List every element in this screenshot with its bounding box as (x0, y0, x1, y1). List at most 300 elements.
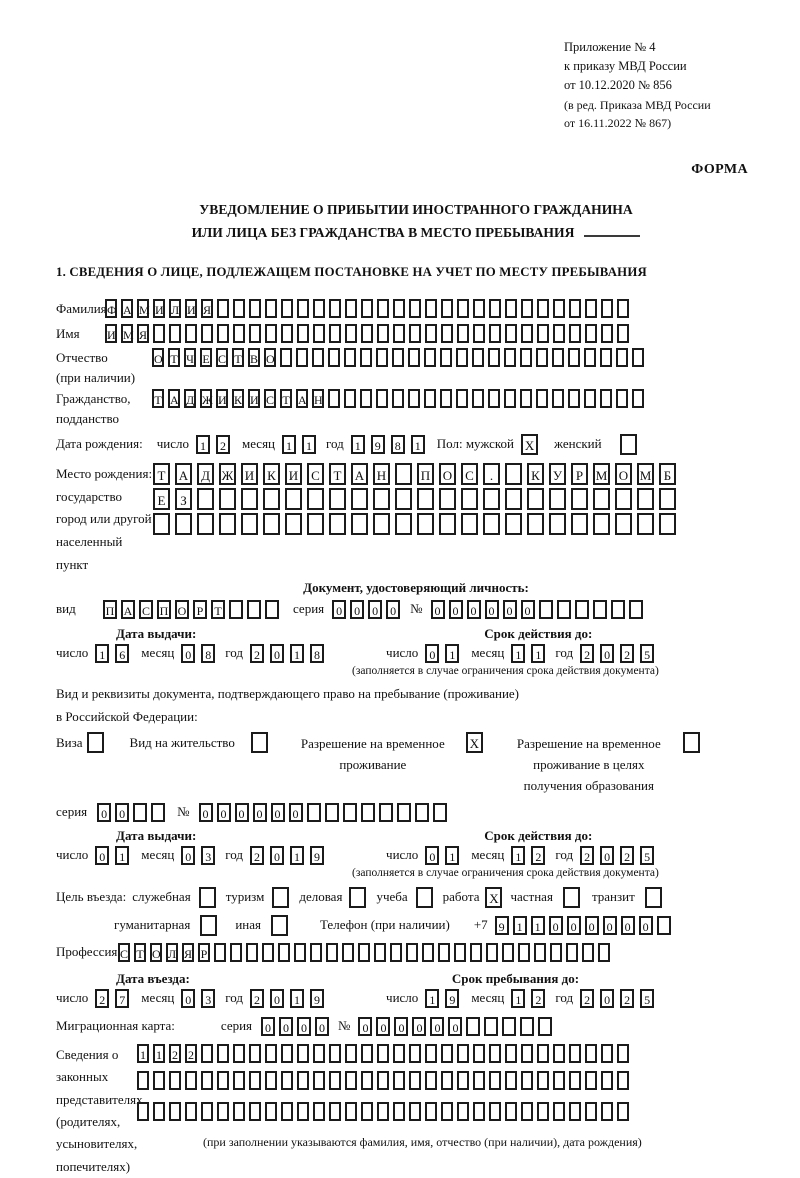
char-cell[interactable] (553, 1071, 565, 1090)
char-cell[interactable] (217, 299, 229, 318)
char-cell[interactable]: М (137, 299, 149, 318)
char-cell[interactable]: 2 (580, 989, 594, 1008)
char-cell[interactable] (569, 324, 581, 343)
char-cell[interactable]: 0 (315, 1017, 329, 1036)
char-cell[interactable]: А (121, 600, 135, 619)
char-cell[interactable]: Л (169, 299, 181, 318)
char-cell[interactable] (441, 299, 453, 318)
purpose-official-checkbox[interactable] (199, 887, 216, 908)
char-cell[interactable]: И (241, 463, 258, 485)
char-cell[interactable]: И (105, 324, 117, 343)
char-cell[interactable] (425, 324, 437, 343)
char-cell[interactable]: Н (312, 389, 324, 408)
char-cell[interactable]: С (139, 600, 153, 619)
char-cell[interactable]: 1 (511, 644, 525, 663)
char-cell[interactable]: 0 (97, 803, 111, 822)
char-cell[interactable] (406, 943, 418, 962)
char-cell[interactable] (233, 1071, 245, 1090)
char-cell[interactable] (539, 600, 553, 619)
char-cell[interactable] (297, 324, 309, 343)
char-cell[interactable]: 0 (430, 1017, 444, 1036)
char-cell[interactable]: О (150, 943, 162, 962)
char-cell[interactable] (488, 389, 500, 408)
char-cell[interactable] (657, 916, 671, 935)
char-cell[interactable] (393, 1102, 405, 1121)
char-cell[interactable]: 2 (580, 644, 594, 663)
char-cell[interactable] (457, 1044, 469, 1063)
char-cell[interactable] (373, 513, 390, 535)
char-cell[interactable] (217, 1102, 229, 1121)
char-cell[interactable] (296, 348, 308, 367)
char-cell[interactable] (217, 1071, 229, 1090)
char-cell[interactable] (249, 324, 261, 343)
char-cell[interactable] (351, 513, 368, 535)
char-cell[interactable]: 1 (411, 435, 425, 454)
char-cell[interactable] (219, 513, 236, 535)
char-cell[interactable] (409, 1071, 421, 1090)
char-cell[interactable]: 0 (600, 644, 614, 663)
char-cell[interactable] (392, 389, 404, 408)
char-cell[interactable]: Л (166, 943, 178, 962)
char-cell[interactable] (600, 348, 612, 367)
char-cell[interactable] (241, 488, 258, 510)
char-cell[interactable] (520, 348, 532, 367)
char-cell[interactable]: 0 (600, 989, 614, 1008)
sex-female-checkbox[interactable] (620, 434, 637, 455)
char-cell[interactable] (409, 1044, 421, 1063)
char-cell[interactable] (390, 943, 402, 962)
char-cell[interactable]: 9 (445, 989, 459, 1008)
char-cell[interactable] (249, 1071, 261, 1090)
char-cell[interactable]: Т (232, 348, 244, 367)
char-cell[interactable] (637, 488, 654, 510)
char-cell[interactable] (504, 348, 516, 367)
char-cell[interactable] (569, 1071, 581, 1090)
char-cell[interactable]: З (175, 488, 192, 510)
char-cell[interactable]: Я (182, 943, 194, 962)
char-cell[interactable] (425, 299, 437, 318)
char-cell[interactable] (415, 803, 429, 822)
char-cell[interactable]: 1 (511, 846, 525, 865)
char-cell[interactable]: П (103, 600, 117, 619)
char-cell[interactable] (393, 299, 405, 318)
char-cell[interactable] (553, 324, 565, 343)
char-cell[interactable] (439, 513, 456, 535)
char-cell[interactable] (534, 943, 546, 962)
char-cell[interactable] (425, 1044, 437, 1063)
char-cell[interactable]: М (637, 463, 654, 485)
char-cell[interactable]: 2 (620, 644, 634, 663)
char-cell[interactable] (457, 299, 469, 318)
purpose-business-checkbox[interactable] (349, 887, 366, 908)
char-cell[interactable] (457, 1071, 469, 1090)
char-cell[interactable] (584, 348, 596, 367)
char-cell[interactable] (281, 299, 293, 318)
char-cell[interactable]: 9 (495, 916, 509, 935)
char-cell[interactable] (611, 600, 625, 619)
char-cell[interactable]: 0 (235, 803, 249, 822)
char-cell[interactable] (201, 1044, 213, 1063)
char-cell[interactable]: 1 (445, 846, 459, 865)
char-cell[interactable] (313, 1102, 325, 1121)
char-cell[interactable] (566, 943, 578, 962)
char-cell[interactable]: Н (373, 463, 390, 485)
char-cell[interactable]: 5 (640, 846, 654, 865)
char-cell[interactable] (214, 943, 226, 962)
char-cell[interactable] (598, 943, 610, 962)
char-cell[interactable] (553, 1044, 565, 1063)
char-cell[interactable]: 0 (181, 846, 195, 865)
char-cell[interactable] (461, 488, 478, 510)
char-cell[interactable]: К (232, 389, 244, 408)
char-cell[interactable] (521, 324, 533, 343)
char-cell[interactable]: Е (153, 488, 170, 510)
char-cell[interactable] (153, 513, 170, 535)
char-cell[interactable] (408, 389, 420, 408)
char-cell[interactable]: С (264, 389, 276, 408)
char-cell[interactable] (536, 348, 548, 367)
char-cell[interactable]: 6 (115, 644, 129, 663)
char-cell[interactable] (361, 803, 375, 822)
char-cell[interactable] (585, 1102, 597, 1121)
char-cell[interactable]: Т (168, 348, 180, 367)
char-cell[interactable] (249, 299, 261, 318)
char-cell[interactable] (601, 1044, 613, 1063)
char-cell[interactable]: 0 (297, 1017, 311, 1036)
char-cell[interactable] (329, 513, 346, 535)
char-cell[interactable] (233, 324, 245, 343)
char-cell[interactable] (484, 1017, 498, 1036)
char-cell[interactable] (153, 324, 165, 343)
char-cell[interactable] (185, 1071, 197, 1090)
char-cell[interactable]: 1 (531, 644, 545, 663)
char-cell[interactable] (585, 1044, 597, 1063)
char-cell[interactable] (230, 943, 242, 962)
char-cell[interactable]: 0 (431, 600, 445, 619)
char-cell[interactable] (527, 513, 544, 535)
char-cell[interactable] (395, 463, 412, 485)
char-cell[interactable] (344, 389, 356, 408)
char-cell[interactable] (417, 513, 434, 535)
char-cell[interactable] (601, 1102, 613, 1121)
char-cell[interactable]: Д (184, 389, 196, 408)
char-cell[interactable] (552, 389, 564, 408)
char-cell[interactable] (441, 1071, 453, 1090)
char-cell[interactable] (307, 803, 321, 822)
char-cell[interactable]: 1 (290, 989, 304, 1008)
char-cell[interactable] (439, 488, 456, 510)
char-cell[interactable] (265, 600, 279, 619)
char-cell[interactable] (397, 803, 411, 822)
char-cell[interactable] (569, 299, 581, 318)
char-cell[interactable]: 0 (271, 803, 285, 822)
char-cell[interactable] (520, 389, 532, 408)
char-cell[interactable]: С (461, 463, 478, 485)
temp-residence-checkbox[interactable]: X (466, 732, 483, 753)
char-cell[interactable] (425, 1102, 437, 1121)
char-cell[interactable] (629, 600, 643, 619)
char-cell[interactable] (637, 513, 654, 535)
char-cell[interactable] (505, 463, 522, 485)
char-cell[interactable]: А (351, 463, 368, 485)
char-cell[interactable]: Р (198, 943, 210, 962)
char-cell[interactable] (489, 1071, 501, 1090)
char-cell[interactable] (137, 1102, 149, 1121)
char-cell[interactable] (329, 1071, 341, 1090)
char-cell[interactable] (376, 348, 388, 367)
char-cell[interactable]: О (175, 600, 189, 619)
char-cell[interactable] (342, 943, 354, 962)
char-cell[interactable] (313, 299, 325, 318)
char-cell[interactable]: 1 (531, 916, 545, 935)
char-cell[interactable] (329, 1044, 341, 1063)
char-cell[interactable]: Б (659, 463, 676, 485)
char-cell[interactable]: И (248, 389, 260, 408)
char-cell[interactable]: 1 (115, 846, 129, 865)
char-cell[interactable]: Е (200, 348, 212, 367)
char-cell[interactable] (557, 600, 571, 619)
char-cell[interactable]: П (157, 600, 171, 619)
char-cell[interactable]: 1 (282, 435, 296, 454)
char-cell[interactable] (153, 1071, 165, 1090)
char-cell[interactable] (454, 943, 466, 962)
char-cell[interactable]: Р (571, 463, 588, 485)
char-cell[interactable] (361, 324, 373, 343)
char-cell[interactable] (328, 348, 340, 367)
char-cell[interactable]: 1 (425, 989, 439, 1008)
char-cell[interactable] (617, 324, 629, 343)
char-cell[interactable]: 1 (445, 644, 459, 663)
char-cell[interactable]: 0 (394, 1017, 408, 1036)
char-cell[interactable] (505, 299, 517, 318)
char-cell[interactable] (632, 348, 644, 367)
char-cell[interactable] (473, 1071, 485, 1090)
char-cell[interactable]: 1 (95, 644, 109, 663)
char-cell[interactable] (440, 389, 452, 408)
char-cell[interactable]: 1 (290, 644, 304, 663)
char-cell[interactable]: 0 (600, 846, 614, 865)
char-cell[interactable] (473, 299, 485, 318)
char-cell[interactable] (502, 1017, 516, 1036)
char-cell[interactable] (361, 1044, 373, 1063)
char-cell[interactable] (549, 488, 566, 510)
purpose-other-checkbox[interactable] (271, 915, 288, 936)
char-cell[interactable] (329, 324, 341, 343)
char-cell[interactable]: 2 (216, 435, 230, 454)
char-cell[interactable]: 2 (95, 989, 109, 1008)
char-cell[interactable] (568, 348, 580, 367)
char-cell[interactable]: 7 (115, 989, 129, 1008)
char-cell[interactable] (169, 324, 181, 343)
char-cell[interactable]: 5 (640, 989, 654, 1008)
char-cell[interactable] (441, 324, 453, 343)
char-cell[interactable] (201, 324, 213, 343)
char-cell[interactable]: 0 (115, 803, 129, 822)
char-cell[interactable]: 0 (181, 644, 195, 663)
char-cell[interactable] (297, 299, 309, 318)
char-cell[interactable]: 0 (217, 803, 231, 822)
char-cell[interactable] (249, 1102, 261, 1121)
char-cell[interactable] (377, 299, 389, 318)
char-cell[interactable]: 0 (199, 803, 213, 822)
char-cell[interactable] (137, 1071, 149, 1090)
char-cell[interactable]: 0 (270, 846, 284, 865)
char-cell[interactable] (281, 324, 293, 343)
char-cell[interactable] (489, 324, 501, 343)
char-cell[interactable]: 2 (620, 846, 634, 865)
char-cell[interactable] (616, 348, 628, 367)
char-cell[interactable]: 2 (250, 644, 264, 663)
char-cell[interactable]: 0 (253, 803, 267, 822)
char-cell[interactable] (249, 1044, 261, 1063)
char-cell[interactable]: 5 (640, 644, 654, 663)
char-cell[interactable] (377, 1071, 389, 1090)
char-cell[interactable] (440, 348, 452, 367)
char-cell[interactable]: 1 (196, 435, 210, 454)
purpose-study-checkbox[interactable] (416, 887, 433, 908)
char-cell[interactable] (438, 943, 450, 962)
char-cell[interactable] (457, 324, 469, 343)
char-cell[interactable]: К (263, 463, 280, 485)
char-cell[interactable] (262, 943, 274, 962)
char-cell[interactable] (201, 1102, 213, 1121)
char-cell[interactable]: 0 (181, 989, 195, 1008)
char-cell[interactable]: А (175, 463, 192, 485)
char-cell[interactable]: И (216, 389, 228, 408)
char-cell[interactable] (456, 348, 468, 367)
char-cell[interactable]: 2 (531, 989, 545, 1008)
char-cell[interactable]: 0 (358, 1017, 372, 1036)
char-cell[interactable]: 0 (332, 600, 346, 619)
char-cell[interactable] (377, 1044, 389, 1063)
char-cell[interactable] (489, 1044, 501, 1063)
char-cell[interactable] (265, 1071, 277, 1090)
char-cell[interactable] (344, 348, 356, 367)
char-cell[interactable] (153, 1102, 165, 1121)
char-cell[interactable] (441, 1044, 453, 1063)
char-cell[interactable] (470, 943, 482, 962)
char-cell[interactable] (312, 348, 324, 367)
char-cell[interactable] (392, 348, 404, 367)
char-cell[interactable] (489, 299, 501, 318)
purpose-tourism-checkbox[interactable] (272, 887, 289, 908)
char-cell[interactable]: Ч (184, 348, 196, 367)
char-cell[interactable]: Ж (219, 463, 236, 485)
char-cell[interactable] (585, 299, 597, 318)
char-cell[interactable] (313, 1044, 325, 1063)
char-cell[interactable] (313, 1071, 325, 1090)
char-cell[interactable] (536, 389, 548, 408)
char-cell[interactable] (343, 803, 357, 822)
char-cell[interactable]: 2 (250, 846, 264, 865)
char-cell[interactable] (307, 488, 324, 510)
char-cell[interactable] (585, 324, 597, 343)
char-cell[interactable] (263, 488, 280, 510)
char-cell[interactable]: 0 (279, 1017, 293, 1036)
char-cell[interactable] (408, 348, 420, 367)
char-cell[interactable] (217, 1044, 229, 1063)
char-cell[interactable] (265, 1044, 277, 1063)
char-cell[interactable]: М (121, 324, 133, 343)
char-cell[interactable]: А (121, 299, 133, 318)
char-cell[interactable]: 2 (531, 846, 545, 865)
char-cell[interactable]: Т (211, 600, 225, 619)
char-cell[interactable] (217, 324, 229, 343)
char-cell[interactable]: 1 (290, 846, 304, 865)
char-cell[interactable] (360, 389, 372, 408)
char-cell[interactable] (345, 1102, 357, 1121)
char-cell[interactable] (328, 389, 340, 408)
char-cell[interactable]: К (527, 463, 544, 485)
char-cell[interactable] (351, 488, 368, 510)
char-cell[interactable] (280, 348, 292, 367)
char-cell[interactable]: 0 (425, 846, 439, 865)
char-cell[interactable] (537, 299, 549, 318)
char-cell[interactable]: С (216, 348, 228, 367)
char-cell[interactable]: О (264, 348, 276, 367)
char-cell[interactable]: 0 (368, 600, 382, 619)
char-cell[interactable] (310, 943, 322, 962)
char-cell[interactable]: 0 (261, 1017, 275, 1036)
char-cell[interactable]: А (296, 389, 308, 408)
char-cell[interactable] (246, 943, 258, 962)
char-cell[interactable] (505, 1044, 517, 1063)
char-cell[interactable]: О (152, 348, 164, 367)
char-cell[interactable]: Т (153, 463, 170, 485)
char-cell[interactable] (521, 1071, 533, 1090)
char-cell[interactable] (550, 943, 562, 962)
char-cell[interactable] (505, 513, 522, 535)
char-cell[interactable] (185, 324, 197, 343)
char-cell[interactable]: 8 (201, 644, 215, 663)
char-cell[interactable] (505, 1071, 517, 1090)
char-cell[interactable] (615, 513, 632, 535)
char-cell[interactable]: 0 (603, 916, 617, 935)
char-cell[interactable] (538, 1017, 552, 1036)
char-cell[interactable]: Я (201, 299, 213, 318)
char-cell[interactable] (265, 1102, 277, 1121)
char-cell[interactable] (197, 513, 214, 535)
char-cell[interactable] (393, 324, 405, 343)
char-cell[interactable] (219, 488, 236, 510)
char-cell[interactable]: П (417, 463, 434, 485)
char-cell[interactable]: 0 (95, 846, 109, 865)
char-cell[interactable]: И (285, 463, 302, 485)
char-cell[interactable] (329, 1102, 341, 1121)
char-cell[interactable] (326, 943, 338, 962)
char-cell[interactable] (537, 1071, 549, 1090)
char-cell[interactable]: О (439, 463, 456, 485)
char-cell[interactable]: 0 (467, 600, 481, 619)
char-cell[interactable] (483, 488, 500, 510)
char-cell[interactable] (345, 1071, 357, 1090)
char-cell[interactable] (409, 324, 421, 343)
char-cell[interactable] (553, 299, 565, 318)
char-cell[interactable]: С (307, 463, 324, 485)
char-cell[interactable]: 9 (371, 435, 385, 454)
char-cell[interactable] (632, 389, 644, 408)
char-cell[interactable] (329, 488, 346, 510)
char-cell[interactable] (233, 299, 245, 318)
char-cell[interactable] (175, 513, 192, 535)
char-cell[interactable] (422, 943, 434, 962)
char-cell[interactable] (281, 1071, 293, 1090)
purpose-work-checkbox[interactable]: X (485, 887, 502, 908)
char-cell[interactable] (537, 1044, 549, 1063)
char-cell[interactable]: . (483, 463, 500, 485)
char-cell[interactable] (133, 803, 147, 822)
char-cell[interactable]: 0 (585, 916, 599, 935)
